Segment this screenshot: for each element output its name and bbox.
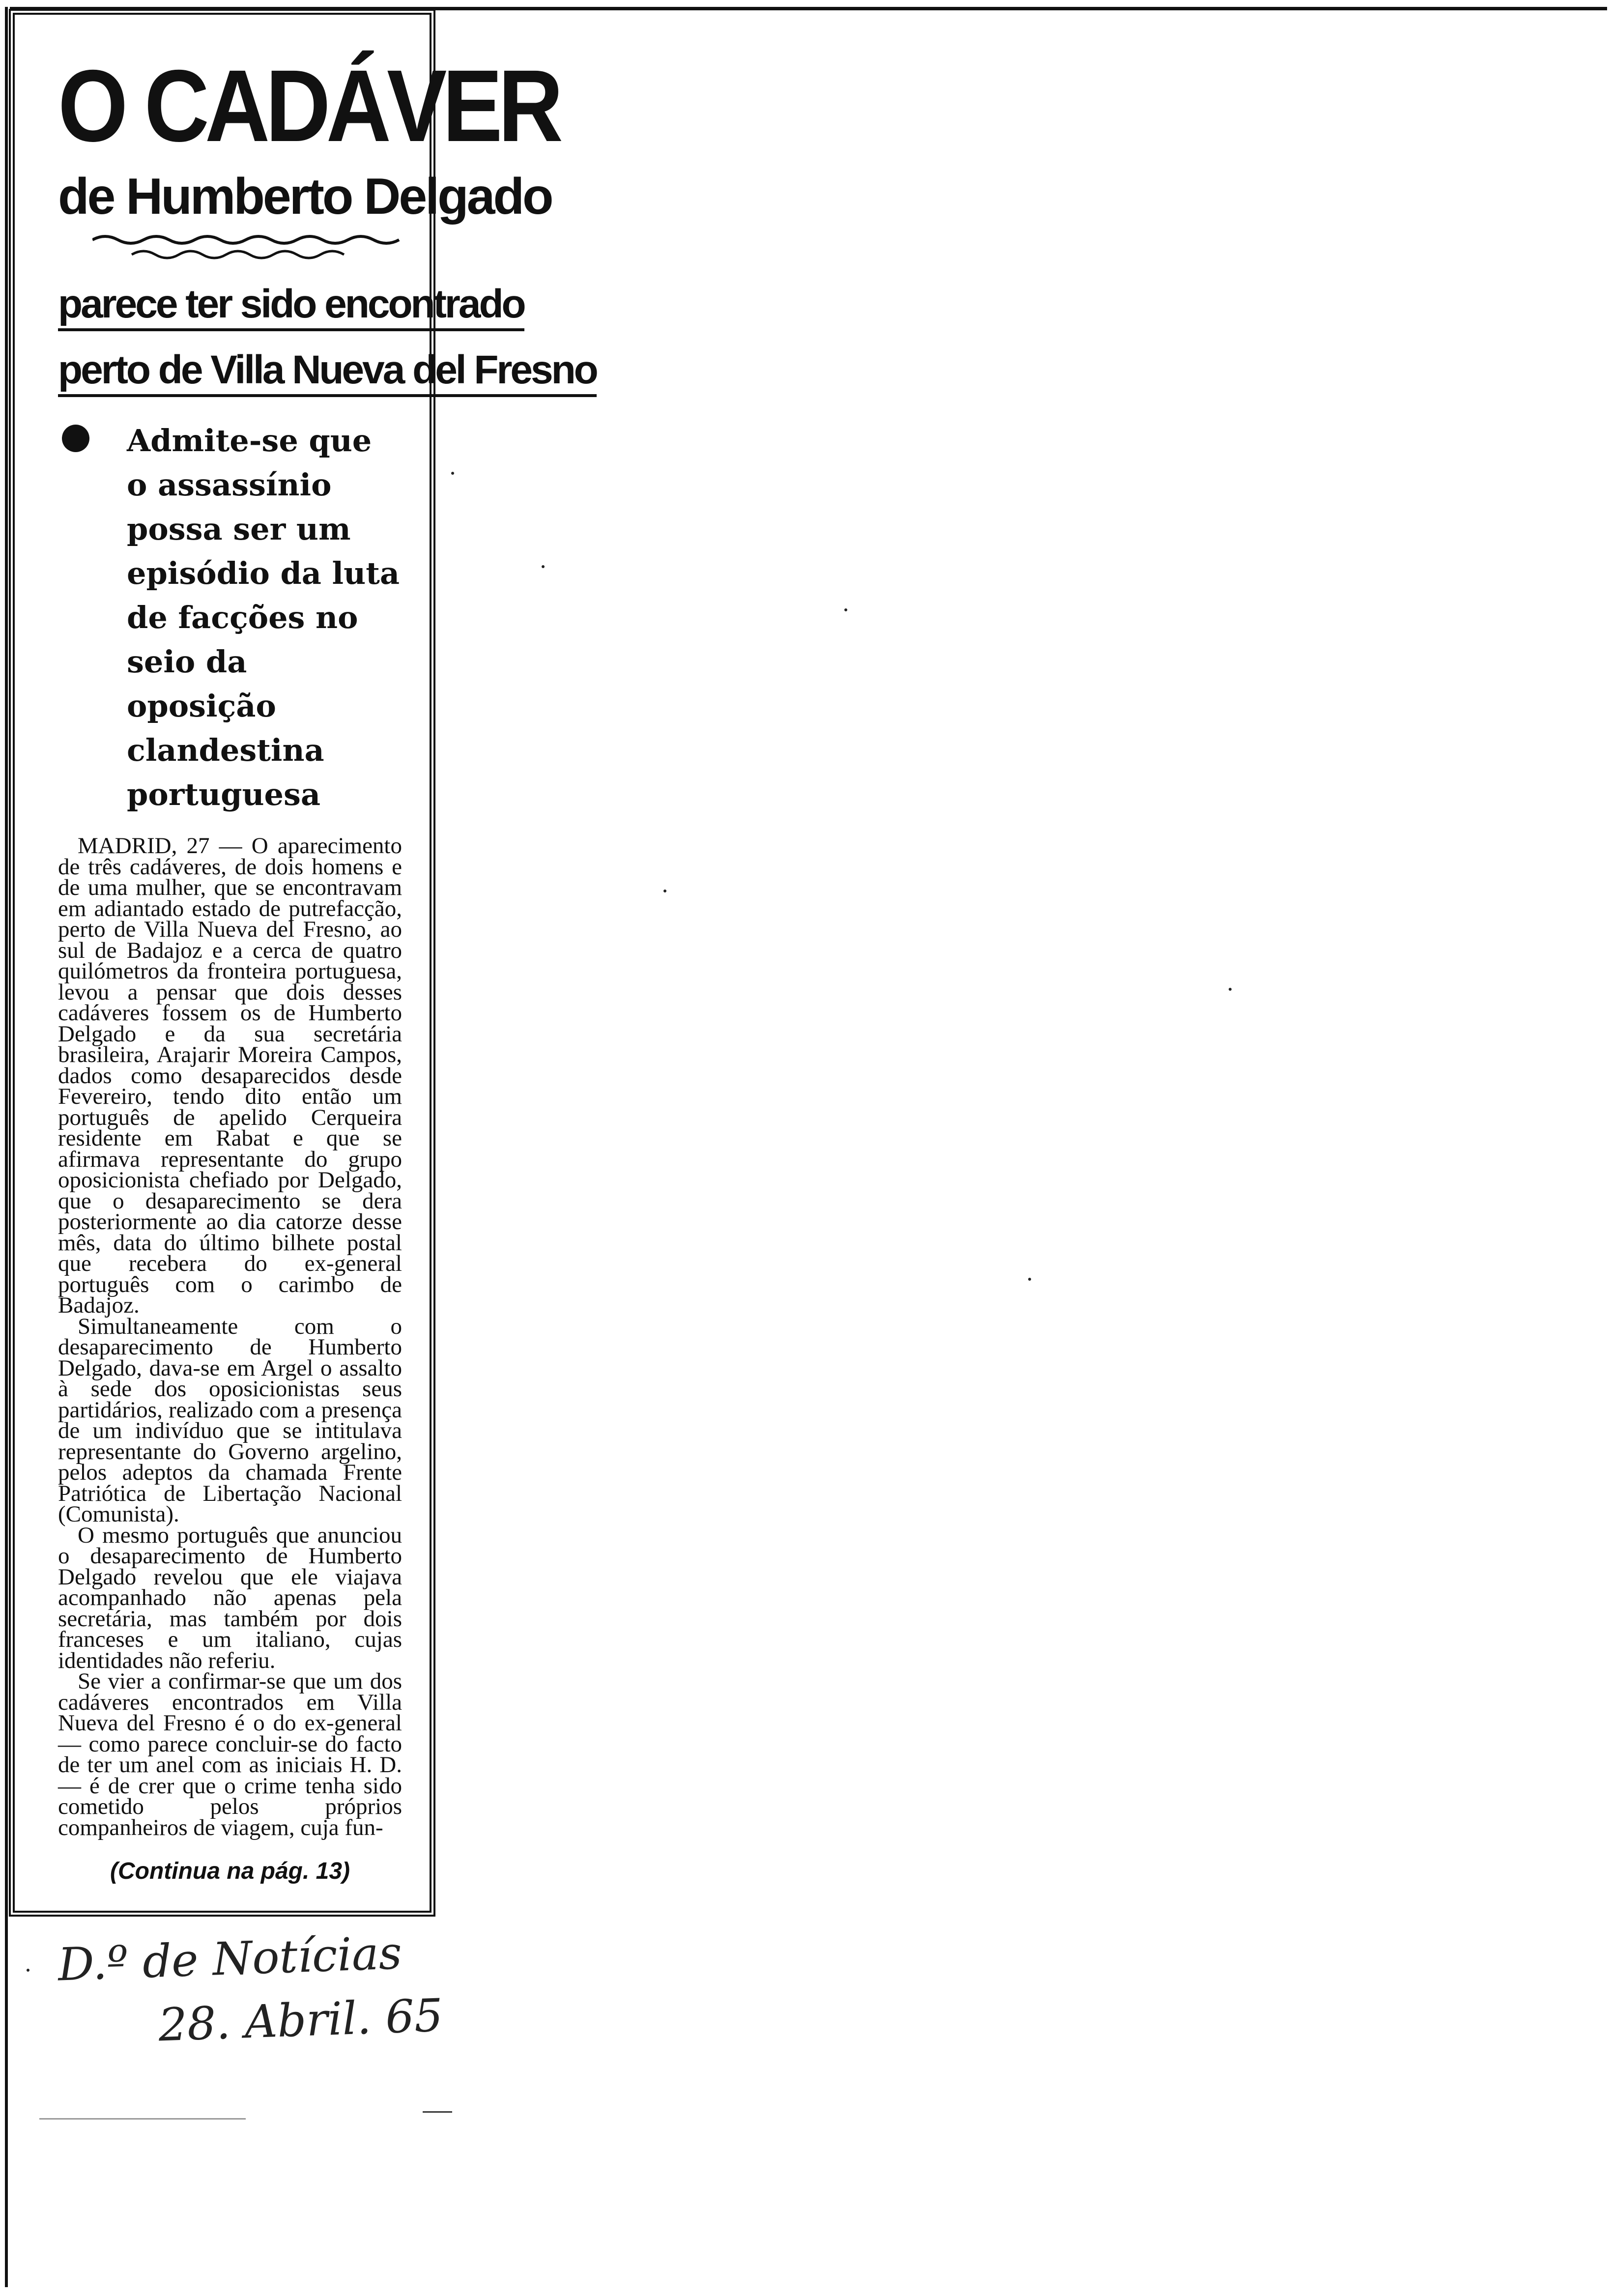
- scan-speck: [451, 472, 454, 475]
- subheadline: de Humberto Delgado: [58, 168, 552, 225]
- bullet-summary-text: Admite-se que o assassínio possa ser um episódio da luta de facções no seio da oposição clandestina portuguesa: [127, 423, 400, 812]
- headline: O CADÁVER: [58, 49, 559, 163]
- scan-smudge: [39, 2118, 246, 2120]
- paragraph-1: MADRID, 27 — O aparecimento de três cadáveres, de dois homens e de uma mulher, que se encontravam em adiantado estado de putrefacção, perto de Villa Nueva del Fresno, ao sul de Badajoz e a cerca de quatro quilómetros da fronteira portuguesa, levou a pensar que dois desses cadáveres fossem os de Humberto Delgado e da sua secretária brasileira, Arajarir Moreira Campos, dados como desaparecidos desde Fevereiro, tendo dito então um português de apelido Cerqueira residente em Rabat e que se afirmava representante do grupo oposicionista chefiado por Delgado, que o desaparecimento se dera posteriormente ao dia catorze desse mês, data do último bilhete postal que recebera do ex-general português com o carimbo de Badajoz.: [58, 833, 402, 1318]
- bullet-summary: [58, 419, 402, 817]
- scan-speck: [542, 565, 545, 568]
- newspaper-clipping: [9, 9, 597, 1917]
- paragraph-4: Se vier a confirmar-se que um dos cadáveres encontrados em Villa Nueva del Fresno é o do ex-general — como parece concluir-se do facto de ter um anel com as iniciais H. D. — é de crer que o crime tenha sido cometido pelos próprios companheiros de viagem, cuja fun-: [58, 1668, 402, 1840]
- scan-speck: [844, 608, 847, 611]
- bullet-dot-icon: [62, 425, 89, 452]
- clipping-content: [58, 34, 597, 1885]
- article-body: [58, 835, 402, 1838]
- paragraph-2: Simultaneamente com o desaparecimento de Humberto Delgado, dava-se em Argel o assalto à sede dos oposicionistas seus partidários, realizado com a presença de um indivíduo que se intitulava representante do Governo argelino, pelos adeptos da chamada Frente Patriótica de Libertação Nacional (Comunista).: [58, 1313, 402, 1527]
- handwritten-source: D.º de Notícias: [57, 1926, 403, 1991]
- deck-line-1: parece ter sido encontrado: [58, 280, 524, 331]
- scan-speck: [1229, 988, 1232, 991]
- left-edge-rule: [5, 7, 8, 2287]
- scan-smudge: [423, 2111, 452, 2113]
- continuation-note: (Continua na pág. 13): [110, 1858, 350, 1884]
- handwritten-annotation: [57, 1920, 444, 2061]
- scan-speck: [1028, 1278, 1031, 1281]
- decorative-wavy-rule: [92, 233, 402, 262]
- scan-speck: [663, 890, 666, 892]
- handwritten-date: 28. Abril. 65: [157, 1989, 444, 2052]
- paragraph-3: O mesmo português que anunciou o desaparecimento de Humberto Delgado revelou que ele viajava acompanhado não apenas pela secretária, mas também por dois franceses e um italiano, cujas identidades não referiu.: [58, 1522, 402, 1673]
- deck-line-2: perto de Villa Nueva del Fresno: [58, 346, 597, 397]
- scan-speck: [27, 1969, 29, 1972]
